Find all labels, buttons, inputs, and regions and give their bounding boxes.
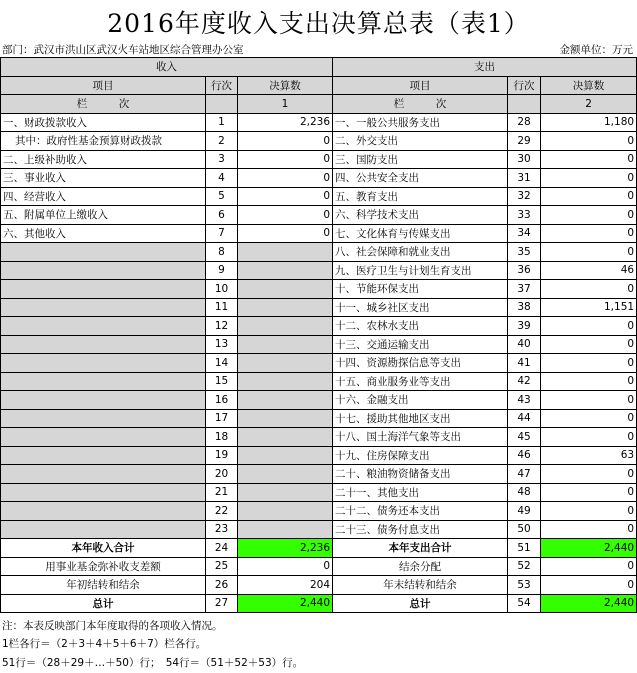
income-rowno-cell: 14 (206, 354, 238, 373)
table-row (1, 132, 637, 151)
income-item-cell (1, 428, 206, 447)
income-rowno-cell: 19 (206, 446, 238, 465)
expense-dist-no: 52 (508, 557, 541, 576)
expense-total-amount: 2,440 (541, 539, 637, 558)
income-item-cell (1, 372, 206, 391)
income-item-cell: 六、其他收入 (1, 224, 206, 243)
income-fund-label: 用事业基金弥补收支差额 (1, 557, 206, 576)
income-item-cell: 其中：政府性基金预算财政拨款 (1, 132, 206, 151)
table-row (1, 206, 637, 225)
expense-item-cell: 十一、城乡社区支出 (333, 298, 508, 317)
expense-dist-label: 结余分配 (333, 557, 508, 576)
income-amount-cell (238, 243, 333, 262)
table-row (1, 113, 637, 132)
expense-rowno-cell: 40 (508, 335, 541, 354)
income-item-cell (1, 298, 206, 317)
income-rowno-cell: 1 (206, 113, 238, 132)
income-item-cell: 一、财政拨款收入 (1, 113, 206, 132)
table-row (1, 317, 637, 336)
section-header-row (1, 58, 637, 77)
expense-item-cell: 十四、资源勘探信息等支出 (333, 354, 508, 373)
income-item-cell (1, 409, 206, 428)
expense-end-label: 年末结转和结余 (333, 576, 508, 595)
income-fund-amount: 0 (238, 557, 333, 576)
expense-rowno-cell: 41 (508, 354, 541, 373)
income-amount-cell (238, 446, 333, 465)
expense-item-cell: 二十一、其他支出 (333, 483, 508, 502)
income-amount-cell: 0 (238, 132, 333, 151)
expense-rowno-cell: 34 (508, 224, 541, 243)
income-amount-cell (238, 409, 333, 428)
expense-rowno-cell: 46 (508, 446, 541, 465)
expense-item-cell: 六、科学技术支出 (333, 206, 508, 225)
expense-rowno-cell: 29 (508, 132, 541, 151)
income-amount-cell: 2,236 (238, 113, 333, 132)
income-rowno-cell: 15 (206, 372, 238, 391)
table-row (1, 150, 637, 169)
expense-rowno-cell: 44 (508, 409, 541, 428)
table-row (1, 261, 637, 280)
expense-amount-cell: 0 (541, 243, 637, 262)
income-rowno-cell: 22 (206, 502, 238, 521)
table-row (1, 187, 637, 206)
expense-amount-cell: 0 (541, 502, 637, 521)
expense-amount-cell: 0 (541, 280, 637, 299)
income-item-cell (1, 520, 206, 539)
expense-rowno-cell: 45 (508, 428, 541, 447)
table-row (1, 409, 637, 428)
table-row (1, 243, 637, 262)
expense-rowno-cell: 42 (508, 372, 541, 391)
income-amount-cell (238, 372, 333, 391)
expense-amount-cell: 0 (541, 372, 637, 391)
expense-amount-cell: 1,151 (541, 298, 637, 317)
income-amount-cell (238, 280, 333, 299)
income-fund-no: 25 (206, 557, 238, 576)
expense-amount-cell: 0 (541, 354, 637, 373)
income-rowno-cell: 7 (206, 224, 238, 243)
expense-col-label: 栏 次 (333, 95, 508, 114)
expense-item-cell: 十九、住房保障支出 (333, 446, 508, 465)
income-rowno-cell: 6 (206, 206, 238, 225)
fund-row (1, 557, 637, 576)
income-rowno-cell: 9 (206, 261, 238, 280)
expense-grand-amount: 2,440 (541, 594, 637, 613)
income-item-cell: 二、上级补助收入 (1, 150, 206, 169)
income-item-header: 项目 (1, 76, 206, 95)
income-amount-cell: 0 (238, 187, 333, 206)
income-grand-label: 总计 (1, 594, 206, 613)
expense-amount-cell: 0 (541, 409, 637, 428)
expense-rowno-cell: 48 (508, 483, 541, 502)
income-rowno-cell: 5 (206, 187, 238, 206)
income-amount-cell (238, 354, 333, 373)
income-col-label: 栏 次 (1, 95, 206, 114)
expense-rowno-cell: 36 (508, 261, 541, 280)
expense-amount-cell: 0 (541, 520, 637, 539)
income-item-cell: 四、经营收入 (1, 187, 206, 206)
table-row (1, 280, 637, 299)
income-item-cell (1, 354, 206, 373)
expense-rowno-cell: 47 (508, 465, 541, 484)
expense-rowno-cell: 43 (508, 391, 541, 410)
income-item-cell: 五、附属单位上缴收入 (1, 206, 206, 225)
income-item-cell (1, 243, 206, 262)
expense-end-no: 53 (508, 576, 541, 595)
expense-col-number: 2 (541, 95, 637, 114)
expense-amount-cell: 0 (541, 483, 637, 502)
income-amount-cell (238, 298, 333, 317)
income-begin-amount: 204 (238, 576, 333, 595)
income-amount-header: 决算数 (238, 76, 333, 95)
income-amount-cell (238, 465, 333, 484)
budget-table (0, 57, 637, 613)
expense-item-cell: 二十、粮油物资储备支出 (333, 465, 508, 484)
income-item-cell (1, 502, 206, 521)
income-amount-cell (238, 317, 333, 336)
income-rowno-cell: 20 (206, 465, 238, 484)
income-total-label: 本年收入合计 (1, 539, 206, 558)
totals-body (1, 539, 637, 613)
income-item-cell (1, 280, 206, 299)
income-rowno-cell: 4 (206, 169, 238, 188)
note-line-3: 51行＝（28＋29＋…＋50）行； 54行＝（51＋52＋53）行。 (2, 657, 304, 669)
income-amount-cell: 0 (238, 169, 333, 188)
expense-rowno-cell: 30 (508, 150, 541, 169)
table-row (1, 169, 637, 188)
expense-item-cell: 二十三、债务付息支出 (333, 520, 508, 539)
expense-grand-label: 总计 (333, 594, 508, 613)
income-grand-no: 27 (206, 594, 238, 613)
expense-amount-cell: 0 (541, 132, 637, 151)
income-item-cell (1, 335, 206, 354)
annual-total-row (1, 539, 637, 558)
table-row (1, 354, 637, 373)
expense-section-header: 支出 (333, 58, 637, 77)
income-rowno-cell: 11 (206, 298, 238, 317)
income-section-header: 收入 (1, 58, 333, 77)
expense-rowno-cell: 32 (508, 187, 541, 206)
expense-item-cell: 二、外交支出 (333, 132, 508, 151)
expense-amount-cell: 63 (541, 446, 637, 465)
note-line-1: 注：本表反映部门本年度取得的各项收入情况。 (2, 620, 223, 632)
income-total-amount: 2,236 (238, 539, 333, 558)
table-row (1, 298, 637, 317)
income-amount-cell (238, 261, 333, 280)
income-rowno-header: 行次 (206, 76, 238, 95)
expense-amount-cell: 0 (541, 187, 637, 206)
table-row (1, 391, 637, 410)
income-rowno-cell: 23 (206, 520, 238, 539)
income-begin-no: 26 (206, 576, 238, 595)
income-rowno-cell: 3 (206, 150, 238, 169)
expense-item-cell: 一、一般公共服务支出 (333, 113, 508, 132)
expense-amount-cell: 0 (541, 150, 637, 169)
income-rowno-cell: 8 (206, 243, 238, 262)
income-amount-cell (238, 391, 333, 410)
income-amount-cell: 0 (238, 224, 333, 243)
table-row (1, 335, 637, 354)
expense-item-cell: 二十二、债务还本支出 (333, 502, 508, 521)
expense-amount-cell: 0 (541, 206, 637, 225)
expense-item-cell: 四、公共安全支出 (333, 169, 508, 188)
expense-total-no: 51 (508, 539, 541, 558)
income-rowno-cell: 17 (206, 409, 238, 428)
income-amount-cell (238, 483, 333, 502)
income-rowno-cell: 16 (206, 391, 238, 410)
expense-dist-amount: 0 (541, 557, 637, 576)
income-item-cell (1, 261, 206, 280)
expense-rowno-cell: 35 (508, 243, 541, 262)
grand-total-row (1, 594, 637, 613)
expense-amount-header: 决算数 (541, 76, 637, 95)
expense-amount-cell: 0 (541, 428, 637, 447)
expense-item-cell: 九、医疗卫生与计划生育支出 (333, 261, 508, 280)
income-rowno-cell: 21 (206, 483, 238, 502)
table-row (1, 502, 637, 521)
expense-rowno-cell: 38 (508, 298, 541, 317)
income-amount-cell: 0 (238, 150, 333, 169)
table-row (1, 483, 637, 502)
expense-amount-cell: 46 (541, 261, 637, 280)
expense-amount-cell: 0 (541, 465, 637, 484)
expense-rowno-cell: 28 (508, 113, 541, 132)
expense-amount-cell: 0 (541, 335, 637, 354)
income-amount-cell: 0 (238, 206, 333, 225)
expense-amount-cell: 1,180 (541, 113, 637, 132)
income-amount-cell (238, 335, 333, 354)
income-item-cell: 三、事业收入 (1, 169, 206, 188)
income-item-cell (1, 465, 206, 484)
income-amount-cell (238, 520, 333, 539)
expense-item-cell: 十三、交通运输支出 (333, 335, 508, 354)
expense-col-blank (508, 95, 541, 114)
expense-rowno-cell: 50 (508, 520, 541, 539)
table-row (1, 446, 637, 465)
expense-item-cell: 十七、援助其他地区支出 (333, 409, 508, 428)
income-rowno-cell: 12 (206, 317, 238, 336)
expense-item-cell: 三、国防支出 (333, 150, 508, 169)
expense-item-cell: 十二、农林水支出 (333, 317, 508, 336)
table-row (1, 224, 637, 243)
table-row (1, 428, 637, 447)
income-rowno-cell: 2 (206, 132, 238, 151)
department-label: 部门：武汉市洪山区武汉火车站地区综合管理办公室 (2, 44, 244, 56)
expense-rowno-header: 行次 (508, 76, 541, 95)
income-rowno-cell: 18 (206, 428, 238, 447)
table-row (1, 520, 637, 539)
expense-rowno-cell: 31 (508, 169, 541, 188)
carryover-row (1, 576, 637, 595)
expense-rowno-cell: 49 (508, 502, 541, 521)
expense-amount-cell: 0 (541, 169, 637, 188)
expense-amount-cell: 0 (541, 224, 637, 243)
table-row (1, 465, 637, 484)
page-title: 2016年度收入支出决算总表（表1） (107, 9, 530, 38)
note-line-2: 1栏各行＝（2＋3＋4＋5＋6＋7）栏各行。 (2, 638, 207, 650)
income-item-cell (1, 317, 206, 336)
expense-item-header: 项目 (333, 76, 508, 95)
income-total-no: 24 (206, 539, 238, 558)
income-begin-label: 年初结转和结余 (1, 576, 206, 595)
expense-item-cell: 八、社会保障和就业支出 (333, 243, 508, 262)
income-item-cell (1, 446, 206, 465)
income-grand-amount: 2,440 (238, 594, 333, 613)
income-col-blank (206, 95, 238, 114)
expense-rowno-cell: 37 (508, 280, 541, 299)
expense-item-cell: 十五、商业服务业等支出 (333, 372, 508, 391)
income-col-number: 1 (238, 95, 333, 114)
income-amount-cell (238, 428, 333, 447)
column-index-row (1, 95, 637, 114)
expense-item-cell: 七、文化体育与传媒支出 (333, 224, 508, 243)
income-item-cell (1, 483, 206, 502)
income-rowno-cell: 10 (206, 280, 238, 299)
expense-total-label: 本年支出合计 (333, 539, 508, 558)
expense-item-cell: 十六、金融支出 (333, 391, 508, 410)
income-rowno-cell: 13 (206, 335, 238, 354)
income-item-cell (1, 391, 206, 410)
expense-item-cell: 五、教育支出 (333, 187, 508, 206)
expense-amount-cell: 0 (541, 317, 637, 336)
data-rows (1, 113, 637, 539)
expense-item-cell: 十八、国土海洋气象等支出 (333, 428, 508, 447)
income-amount-cell (238, 502, 333, 521)
expense-end-amount: 0 (541, 576, 637, 595)
expense-rowno-cell: 33 (508, 206, 541, 225)
expense-grand-no: 54 (508, 594, 541, 613)
unit-label: 金额单位：万元 (559, 44, 633, 56)
expense-rowno-cell: 39 (508, 317, 541, 336)
column-header-row (1, 76, 637, 95)
expense-amount-cell: 0 (541, 391, 637, 410)
expense-item-cell: 十、节能环保支出 (333, 280, 508, 299)
table-row (1, 372, 637, 391)
